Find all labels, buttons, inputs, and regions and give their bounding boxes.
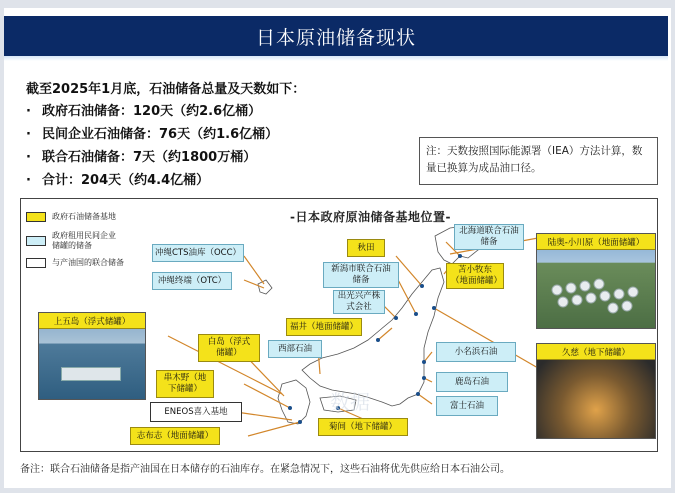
site-marker bbox=[414, 312, 418, 316]
list-item bbox=[26, 169, 278, 192]
note-box: 注：天数按照国际能源署（IEA）方法计算，数量已换算为成品油口径。 bbox=[419, 137, 658, 185]
site-okinawa-cts: 冲绳CTS油库（OCC） bbox=[152, 244, 244, 262]
site-fukui: 福井（地面储罐） bbox=[286, 318, 362, 336]
site-kashima: 鹿岛石油 bbox=[436, 372, 508, 392]
site-idemitsu: 出光兴产株式会社 bbox=[333, 290, 385, 314]
site-marker bbox=[288, 406, 292, 410]
photo-mutsu bbox=[536, 233, 656, 329]
site-marker bbox=[394, 316, 398, 320]
list-item-text: 民间企业石油储备：76天（约1.6亿桶） bbox=[42, 127, 279, 142]
site-shibushi: 志布志（地面储罐） bbox=[130, 427, 220, 445]
photo-kamigoto bbox=[38, 312, 146, 400]
watermark: 数据 bbox=[330, 390, 370, 414]
site-marker bbox=[422, 376, 426, 380]
site-shirashima: 白岛（浮式储罐） bbox=[198, 334, 260, 362]
footer-note: 备注：联合石油储备是指产油国在日本储存的石油库存。在紧急情况下，这些石油将优先供应给日本石油公司。 bbox=[20, 464, 510, 475]
site-eneos: ENEOS喜入基地 bbox=[150, 402, 242, 422]
site-marker bbox=[298, 420, 302, 424]
photo-label: 陆奥-小川原（地面储罐） bbox=[537, 234, 655, 250]
legend-item-gov bbox=[26, 211, 116, 222]
site-tomakomai: 苫小牧东（地面储罐） bbox=[446, 263, 504, 289]
site-kikuma: 菊间（地下储罐） bbox=[318, 418, 408, 436]
title-underline bbox=[4, 56, 668, 61]
site-fuji: 富士石油 bbox=[436, 396, 498, 416]
leader-line bbox=[418, 394, 432, 404]
photo-label: 上五岛（浮式储罐） bbox=[39, 313, 145, 329]
photo-kuji bbox=[536, 343, 656, 439]
page-title: 日本原油储备现状 bbox=[255, 26, 416, 49]
bullet-marker: · bbox=[26, 104, 31, 119]
tank-field-graphic bbox=[537, 250, 656, 329]
site-marker bbox=[458, 254, 462, 258]
legend-item-rent bbox=[26, 231, 146, 251]
site-marker bbox=[376, 338, 380, 342]
bullet-marker: · bbox=[26, 127, 31, 142]
legend-swatch bbox=[26, 212, 46, 222]
site-marker bbox=[422, 360, 426, 364]
list-item bbox=[26, 100, 278, 123]
site-kushikino: 串木野（地下储罐） bbox=[156, 370, 214, 398]
site-hokkaido: 北海道联合石油储备 bbox=[454, 224, 524, 250]
map-title: -日本政府原油储备基地位置- bbox=[290, 210, 451, 224]
floating-tank-shape bbox=[61, 367, 121, 381]
site-onahama: 小名浜石油 bbox=[436, 342, 516, 362]
bullet-marker: · bbox=[26, 173, 31, 188]
list-item bbox=[26, 123, 278, 146]
list-item-text: 联合石油储备：7天（约1800万桶） bbox=[42, 150, 257, 165]
bullet-marker: · bbox=[26, 150, 31, 165]
site-nishibu: 西部石油 bbox=[268, 340, 322, 358]
kyushu-island bbox=[278, 380, 310, 424]
site-marker bbox=[416, 392, 420, 396]
legend-label: 与产油国的联合储备 bbox=[52, 258, 124, 267]
photo-label: 久慈（地下储罐） bbox=[537, 344, 655, 360]
legend-item-joint bbox=[26, 257, 124, 268]
site-marker bbox=[432, 306, 436, 310]
leader-line bbox=[244, 256, 264, 284]
list-item-text: 合计：204天（约4.4亿桶） bbox=[42, 173, 210, 188]
list-item bbox=[26, 146, 278, 169]
site-niigata: 新潟市联合石油储备 bbox=[323, 262, 399, 288]
leader-line bbox=[248, 422, 300, 436]
intro-text: 截至2025年1月底，石油储备总量及天数如下： bbox=[26, 82, 306, 97]
legend-swatch bbox=[26, 236, 46, 246]
reserve-list bbox=[26, 100, 278, 192]
list-item-text: 政府石油储备：120天（约2.6亿桶） bbox=[42, 104, 262, 119]
legend-label: 政府租用民间企业储罐的储备 bbox=[52, 231, 116, 250]
title-bar bbox=[4, 16, 668, 56]
site-marker bbox=[420, 284, 424, 288]
site-akita: 秋田 bbox=[347, 239, 385, 257]
legend-label: 政府石油储备基地 bbox=[52, 212, 116, 221]
leader-line bbox=[396, 256, 422, 286]
site-okinawa-terminal: 冲绳终端（OTC） bbox=[152, 272, 232, 290]
honshu-island bbox=[302, 268, 444, 406]
legend-swatch bbox=[26, 258, 46, 268]
